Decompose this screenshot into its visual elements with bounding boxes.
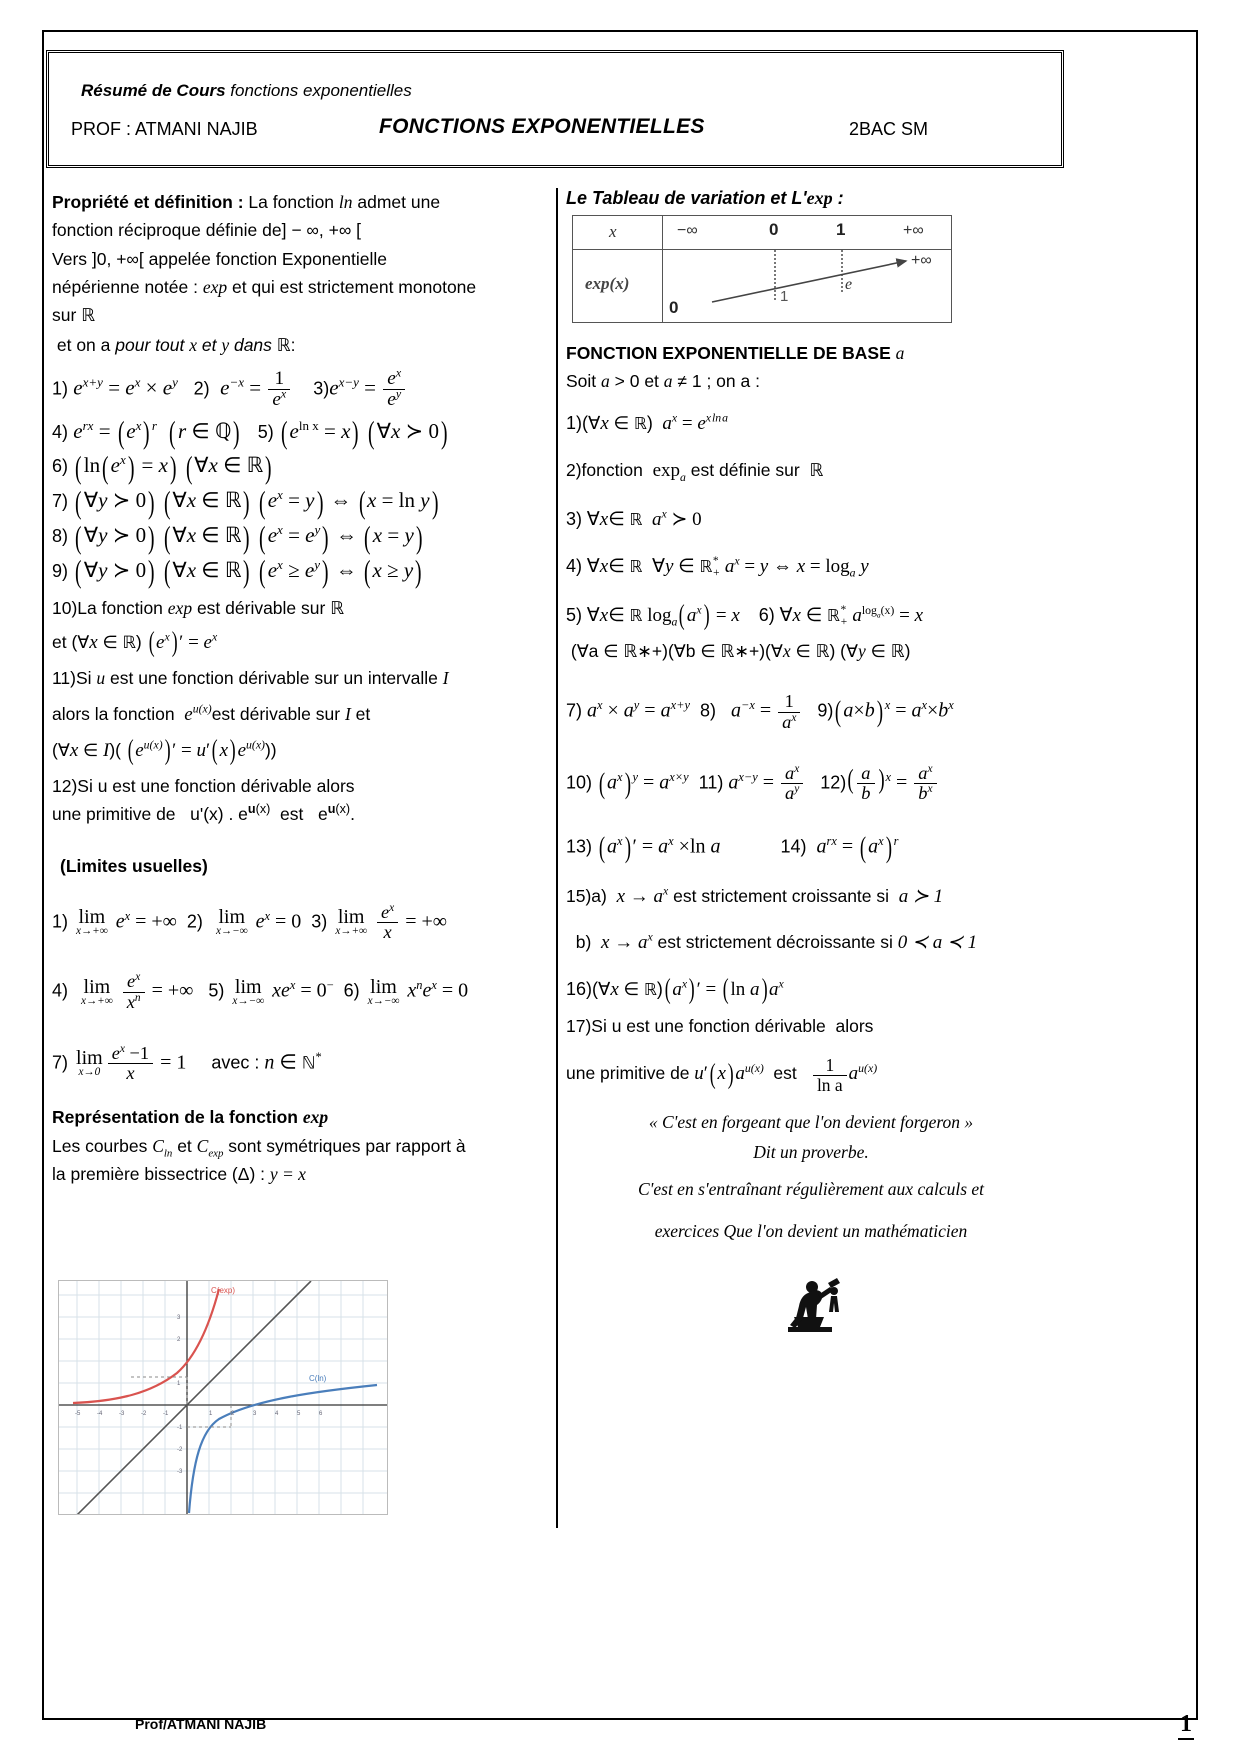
formula-10-text: 10)La fonction exp est dérivable sur ℝ (52, 597, 345, 619)
variation-table-value-plus-infinity: +∞ (911, 252, 932, 269)
formula-11b-text: alors la fonction $e^{u(x)}est$ dérivable sur I et (52, 702, 371, 725)
variation-table-x-plus-infinity: +∞ (903, 222, 924, 239)
base-a-heading: FONCTION EXPONENTIELLE DE BASE a (566, 343, 905, 363)
variation-table-col-divider (662, 216, 663, 322)
quote-line-1: « C'est en forgeant que l'on devient forgeron » (648, 1111, 974, 1132)
blacksmith-silhouette (566, 1257, 1056, 1348)
svg-text:2: 2 (231, 1411, 235, 1417)
quote-line-3: C'est en s'entraînant régulièrement aux calculs et (637, 1179, 985, 1200)
variation-table-value-e: e (845, 276, 853, 293)
base-formula-15b: b) $x \to a^x$ est strictement décroissante si 0 ≺ a ≺ 1 (566, 930, 978, 954)
base-formula-2: 2)fonction $\exp_a$ est définie sur ℝ (566, 459, 824, 484)
formula-10b: et (∀x ∈ ℝ) $(e^x)' = e^x$ (52, 626, 218, 658)
document-header (46, 50, 1064, 168)
property-definition-heading: Propriété et définition : (52, 192, 244, 212)
svg-text:-1: -1 (177, 1425, 183, 1431)
representation-line1: Les courbes $C_{ln}$ et $C_{exp}$ sont symétriques par rapport à (52, 1135, 466, 1160)
variation-table-x-label: x (609, 222, 617, 241)
exp-ln-graph-figure (58, 1280, 388, 1515)
base-formula-17a: 17)Si u est une fonction dérivable alors (566, 1015, 874, 1036)
footer-author: Prof/ATMANI NAJIB (135, 1716, 267, 1732)
base-formula-3: 3) ∀x∈ ℝ $a^x$ ≻ 0 (566, 508, 702, 531)
property-definition-line6: et on a pour tout x et y dans ℝ: (52, 334, 296, 356)
svg-text:1: 1 (209, 1411, 213, 1417)
svg-text:-5: -5 (75, 1411, 81, 1417)
variation-table-row-divider (573, 249, 951, 250)
curve-ln-label: C(ln) (309, 1374, 327, 1383)
representation-line2: la première bissectrice (Δ) : y = x (52, 1164, 306, 1185)
svg-text:-2: -2 (177, 1447, 183, 1453)
page-title: FONCTIONS EXPONENTIELLES (379, 115, 705, 138)
blacksmith-icon (768, 1257, 854, 1343)
variation-arrow-icon (708, 254, 923, 306)
header-course-label-bold: Résumé de Cours (81, 81, 226, 100)
quote-line-4: exercices Que l'on devient un mathématicien (654, 1221, 968, 1242)
formula-9: 9) (∀y ≻ 0) (∀x ∈ ℝ) $(e^x \ge e^y)$ ⇔ (x ≥ y) (52, 554, 422, 590)
limits-row-2: 4) lim x→+∞ $\frac{e^x}{x^n}$ = +∞ 5) lim x→−∞ $xe^x = 0^-$ 6) lim x→−∞ $x^ne^x = 0$ (52, 971, 469, 1012)
base-formula-7-9: 7) $a^x \times a^y = a^{x+y}$ 8) $a^{-x}$ = $\frac{1}{a^x}$ 9)(a×b) $^x = a^x\times b^x$ (566, 691, 954, 732)
formula-4-5: 4) $e^{rx} = (e^x)$ $^r$ (r ∈ ℚ) 5) $(e^{ln x} = x)$ (∀x ≻ 0) (52, 415, 448, 451)
svg-text:-2: -2 (141, 1411, 147, 1417)
base-formula-17b: une primitive de $u'(x)a^{u(x)}$ est $\frac{1}{\text{ln a}}$ $a^{u(x)}$ (566, 1055, 878, 1095)
svg-text:5: 5 (297, 1411, 301, 1417)
svg-text:-3: -3 (119, 1411, 125, 1417)
formula-7: 7) (∀y ≻ 0) (∀x ∈ ℝ) $(e^x = y)$ ⇔ (x = ln y) (52, 484, 439, 520)
property-definition-line3: Vers ]0, +∞[ appelée fonction Exponentielle (52, 248, 387, 269)
property-definition-rest: La fonction ln admet une (243, 192, 441, 212)
variation-table-title: Le Tableau de variation et L'exp : (566, 188, 844, 208)
base-formula-13-14: 13) $(a^x)' = a^x \times\ln$ a 14) $a^{rx} = (a^x)$ $^r$ (566, 830, 899, 864)
base-quantifiers: (∀a ∈ ℝ∗+)(∀b ∈ ℝ∗+)(∀x ∈ ℝ) (∀y ∈ ℝ) (566, 640, 911, 662)
header-level: 2BAC SM (849, 119, 929, 139)
svg-text:4: 4 (275, 1411, 279, 1417)
limits-heading: (Limites usuelles) (60, 856, 208, 877)
svg-text:3: 3 (253, 1411, 257, 1417)
formula-11-text: 11)Si u est une fonction dérivable sur un intervalle I (52, 667, 449, 688)
property-definition-line1 (52, 188, 553, 216)
variation-table-x-minus-infinity: −∞ (677, 222, 698, 239)
base-formula-1: 1)(∀x ∈ ℝ) $a^x = e^{x ln a}$ (566, 411, 728, 434)
base-formula-16: 16)(∀x ∈ $ℝ)(a^x)' = (\ln$ $a)a^x$ (566, 974, 784, 1006)
property-definition-line2: fonction réciproque définie de] − ∞, +∞ [ (52, 220, 362, 241)
variation-table-expx-label: exp(x) (585, 274, 630, 293)
base-formula-5-6: 5) ∀x∈ ℝ $\log_a(a^x) = x$ 6) ∀x ∈ ℝ * + $a^{log_a(x)} = x$ (566, 600, 923, 632)
property-definition-line5: sur ℝ (52, 305, 96, 327)
formula-11c: (∀x ∈ I)( $(e^{u(x)})' = u'(x)e^{u(x)}$)) (52, 734, 277, 766)
formula-group-1-3: 1) $e^{x+y} = e^x \times e^y$ 2) $e^{-x}$ = $\frac{1}{e^x}$ $3)e^{x-y}$ = $\frac{e^x}{e^y}$ (52, 369, 553, 411)
footer-page-number: 1 (1178, 1711, 1194, 1740)
svg-text:2: 2 (177, 1337, 181, 1343)
quote-block (566, 1108, 1056, 1247)
base-formula-4: 4) ∀x∈ ℝ ∀y ∈ ℝ * + $a^x = y$ ⇔ $x = \log_a y$ (566, 554, 869, 580)
limits-row-1: 1) lim x→+∞ $e^x$ = +∞ 2) lim x→−∞ $e^x = 0$ 3) lim x→+∞ $\frac{e^x}{x}$ = +∞ (52, 901, 448, 942)
base-formula-15a: 15)a) $x \to a^x$ est strictement croissante si a ≻ 1 (566, 884, 944, 907)
svg-text:6: 6 (319, 1411, 323, 1417)
formula-12a-text: 12)Si u est une fonction dérivable alors (52, 775, 355, 796)
svg-text:1: 1 (177, 1381, 181, 1387)
variation-table (572, 215, 952, 323)
formula-12b-text: une primitive de u'(x) . $e^{u(x)}$ est $e^{u(x)}$. (52, 802, 355, 824)
base-formula-10-12: 10) $(a^x) ^y = a^{x\times y}$ 11) $a^{x-y}$ = $\frac{a^x}{a^y}$ 12)( $\frac{a}{b}$ )$^x$ = $\frac{a^x}{b^x}$ (566, 764, 1056, 804)
limits-row-3: 7) lim x→0 $\frac{e^x -1}{x}$ = 1 avec : n ∈ ℕ* (52, 1042, 322, 1084)
representation-heading: Représentation de la fonction exp (52, 1107, 329, 1128)
header-professor: PROF : ATMANI NAJIB (71, 119, 258, 139)
svg-text:3: 3 (177, 1315, 181, 1321)
header-course-label (81, 81, 412, 101)
svg-text:-4: -4 (97, 1411, 103, 1417)
formula-8: 8) (∀y ≻ 0) (∀x ∈ ℝ) $(e^x = e^y)$ ⇔ (x = y) (52, 519, 423, 555)
variation-table-value-zero: 0 (669, 298, 679, 317)
property-definition-line4: népérienne notée : exp et qui est strictement monotone (52, 277, 477, 298)
curve-exp-label: C(exp) (211, 1286, 236, 1295)
svg-text:-3: -3 (177, 1469, 183, 1475)
exp-ln-graph-svg (59, 1281, 387, 1514)
quote-line-2: Dit un proverbe. (753, 1141, 869, 1162)
formula-6: 6) $(\ln(e^x) = x)$ (∀x ∈ ℝ) (52, 449, 272, 485)
base-a-intro: Soit a > 0 et a ≠ 1 ; on a : (566, 371, 760, 392)
svg-text:-1: -1 (163, 1411, 169, 1417)
right-column (556, 188, 1056, 1528)
variation-table-value-one: 1 (780, 288, 789, 305)
header-course-label-rest: fonctions exponentielles (225, 81, 412, 100)
variation-table-x-zero: 0 (769, 220, 779, 239)
variation-table-x-one: 1 (836, 220, 846, 239)
